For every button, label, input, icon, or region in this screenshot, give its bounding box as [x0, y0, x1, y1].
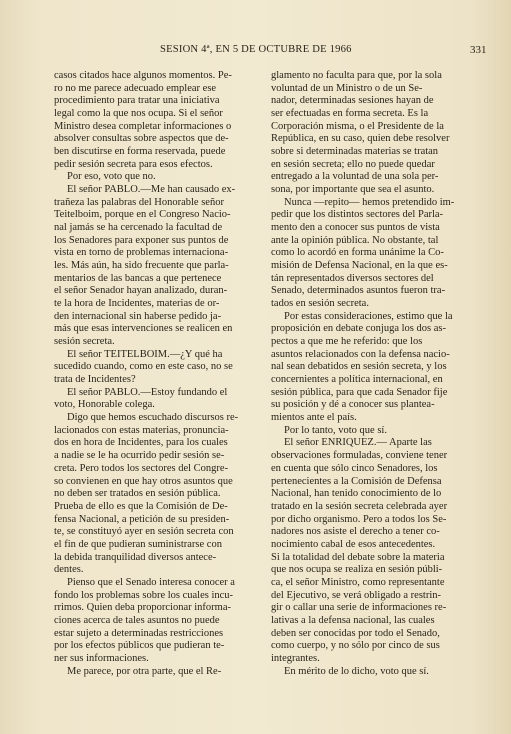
text-line: den internacional sin haberse pedido ja-: [54, 310, 222, 322]
page-number: 331: [470, 44, 487, 56]
text-line: trañeza las palabras del Honorable señor: [54, 196, 224, 208]
text-line: casos citados hace algunos momentos. Pe-: [54, 70, 232, 81]
text-line: glamento no faculta para que, por la sola: [271, 70, 442, 81]
text-line: ser efectuadas en forma secreta. Es la: [271, 108, 429, 120]
text-line: so convienen en que hay otros asuntos que: [54, 475, 233, 487]
text-line: vista en torno de problemas internaciona-: [54, 247, 229, 259]
text-line: la debida tranquilidad diversos antece-: [54, 551, 217, 563]
text-line: ciones acerca de tales asuntos no puede: [54, 614, 220, 626]
text-line: ante la opinión pública. No obstante, tal: [271, 234, 439, 246]
text-line: proposición en debate conjuga los dos as-: [271, 323, 446, 335]
text-line: Por eso, voto que no.: [67, 171, 156, 183]
text-line: como cuerpo, y no sólo por cinco de sus: [271, 640, 440, 652]
text-line: ner sus informaciones.: [54, 652, 149, 664]
text-line: fensa Nacional, a petición de su presiden-: [54, 513, 230, 525]
text-line: en cuenta que sólo cinco Senadores, los: [271, 462, 438, 474]
text-line: legal como la que nos ocupa. Si el señor: [54, 108, 223, 120]
text-line: trata de Incidentes?: [54, 374, 136, 386]
text-line: República, en su caso, quien debe resolver: [271, 133, 450, 145]
text-line: nal jamás se ha cercenado la facultad de: [54, 222, 223, 234]
text-line: sesión pública, para que cada Senador fije: [271, 386, 448, 398]
text-line: no deben ser tratados en sesión pública.: [54, 488, 221, 500]
text-line: estar sujeto a determinadas restricciones: [54, 627, 224, 639]
text-line: Nunca —repito— hemos pretendido im-: [284, 196, 455, 208]
text-line: más que esas intervenciones se realicen en: [54, 323, 233, 335]
text-line: procedimiento para tratar una iniciativa: [54, 95, 220, 107]
text-line: te, se constituyó ayer en sesión secreta con: [54, 526, 234, 538]
text-line: lativas a la defensa nacional, las cuales: [271, 614, 435, 626]
text-line: sucedido cuando, como en este caso, no se: [54, 361, 233, 373]
text-line: Me parece, por otra parte, que el Re-: [67, 665, 222, 677]
text-line: mento den a conocer sus puntos de vista: [271, 222, 440, 234]
text-line: nadores nos asiste el derecho a tener co-: [271, 526, 440, 538]
text-line: mientos ante el país.: [271, 412, 357, 424]
text-line: en sesión secreta; ello no puede quedar: [271, 158, 435, 170]
text-line: asuntos relacionados con la defensa nacio-: [271, 348, 450, 360]
text-line: creta. Pero todos los sectores del Congre-: [54, 462, 229, 474]
text-line: pectos a que me he referido: que los: [271, 336, 423, 348]
text-line: el fin de que pudieran suministrarse con: [54, 538, 222, 550]
text-line: Prueba de ello es que la Comisión de De-: [54, 500, 228, 512]
text-line: tán representados diversos sectores del: [271, 272, 434, 284]
text-line: que nos ocupa se realiza en sesión públi-: [271, 564, 443, 576]
text-line: voluntad de un Ministro o de un Se-: [271, 82, 423, 94]
text-line: fondo los problemas sobre los cuales incu-: [54, 589, 234, 601]
text-line: por dicho organismo. Pero a todos los Se-: [271, 513, 447, 525]
text-line: Teitelboim, porque en el Congreso Nacio-: [54, 209, 231, 221]
text-line: como lo acordó en forma unánime la Co-: [271, 247, 444, 259]
text-line: absolver consultas sobre aspectos que de-: [54, 133, 229, 145]
text-line: ben discutirse en forma reservada, puede: [54, 146, 226, 158]
text-line: su posición y dé a conocer sus plantea-: [271, 399, 435, 411]
text-line: Nacional, han tenido conocimiento de lo: [271, 488, 442, 500]
text-line: ro no me parece adecuado emplear ese: [54, 82, 217, 94]
text-line: entregado a la voluntad de una sola per-: [271, 171, 439, 183]
text-line: gir o callar una serie de informaciones re-: [271, 602, 447, 614]
text-line: por los efectos públicos que pudieran te-: [54, 640, 225, 652]
text-line: nal sean debatidos en sesión secreta, y los: [271, 361, 447, 373]
text-line: voto, Honorable colega.: [54, 399, 155, 411]
text-line: Pienso que el Senado interesa conocer a: [67, 576, 235, 588]
text-line: Por estas consideraciones, estimo que la: [284, 310, 453, 322]
text-line: a nadie se le ha ocurrido pedir sesión se-: [54, 450, 225, 462]
page-header-title: SESION 4ª, EN 5 DE OCTUBRE DE 1966: [160, 44, 352, 55]
text-line: nocimiento cabal de esos antecedentes.: [271, 538, 436, 550]
text-line: El señor ENRIQUEZ.— Aparte las: [284, 437, 432, 449]
text-line: Si la totalidad del debate sobre la materia: [271, 551, 445, 563]
text-line: ca, el señor Ministro, como representante: [271, 576, 445, 588]
text-line: En mérito de lo dicho, voto que sí.: [284, 665, 429, 677]
left-text-column: [54, 70, 250, 678]
text-line: concernientes a política internacional, en: [271, 374, 443, 386]
text-line: del Ejecutivo, se verá obligado a restrin-: [271, 589, 441, 601]
text-line: rrimos. Quien deba proporcionar informa-: [54, 602, 231, 614]
text-line: Ministro desea completar informaciones o: [54, 120, 232, 132]
text-line: tados en sesión secreta.: [271, 298, 369, 310]
text-line: sona, por importante que sea el asunto.: [271, 184, 435, 196]
text-line: sesión secreta.: [54, 336, 115, 348]
text-line: lacionados con estas materias, pronuncia-: [54, 424, 229, 436]
text-line: El señor TEITELBOIM.—¿Y qué ha: [67, 348, 223, 360]
text-line: tratado en la sesión secreta celebrada ayer: [271, 500, 448, 512]
text-line: Por lo tanto, voto que sí.: [284, 424, 387, 436]
text-line: dentes.: [54, 564, 84, 576]
text-line: sobre si determinadas materias se tratan: [271, 146, 439, 158]
text-line: deben ser conocidas por todo el Senado,: [271, 627, 440, 639]
text-line: dos en hora de Incidentes, para los cuales: [54, 437, 228, 449]
text-line: te la hora de Incidentes, materias de or-: [54, 298, 220, 310]
text-line: los Senadores para exponer sus puntos de: [54, 234, 229, 246]
text-line: integrantes.: [271, 652, 320, 664]
text-line: mentarios de las bancas a que pertenece: [54, 272, 222, 284]
text-line: observaciones formuladas, conviene tener: [271, 450, 448, 462]
text-line: Corporación misma, o el Presidente de la: [271, 120, 444, 132]
text-line: pedir que los distintos sectores del Parla-: [271, 209, 444, 221]
text-line: el señor Senador hayan analizado, duran-: [54, 285, 228, 297]
text-line: pertenecientes a la Comisión de Defensa: [271, 475, 442, 487]
text-line: Digo que hemos escuchado discursos re-: [67, 412, 239, 424]
text-line: nador, determinadas sesiones hayan de: [271, 95, 434, 107]
text-line: les. Más aún, ha sido frecuente que parla-: [54, 260, 229, 272]
text-line: Senado, determinados asuntos fueron tra-: [271, 285, 446, 297]
text-line: pedir sesión secreta para esos efectos.: [54, 158, 213, 170]
text-line: El señor PABLO.—Estoy fundando el: [67, 386, 228, 398]
text-line: El señor PABLO.—Me han causado ex-: [67, 184, 236, 196]
right-text-column: [271, 70, 467, 678]
text-line: misión de Defensa Nacional, en la que es-: [271, 260, 448, 272]
